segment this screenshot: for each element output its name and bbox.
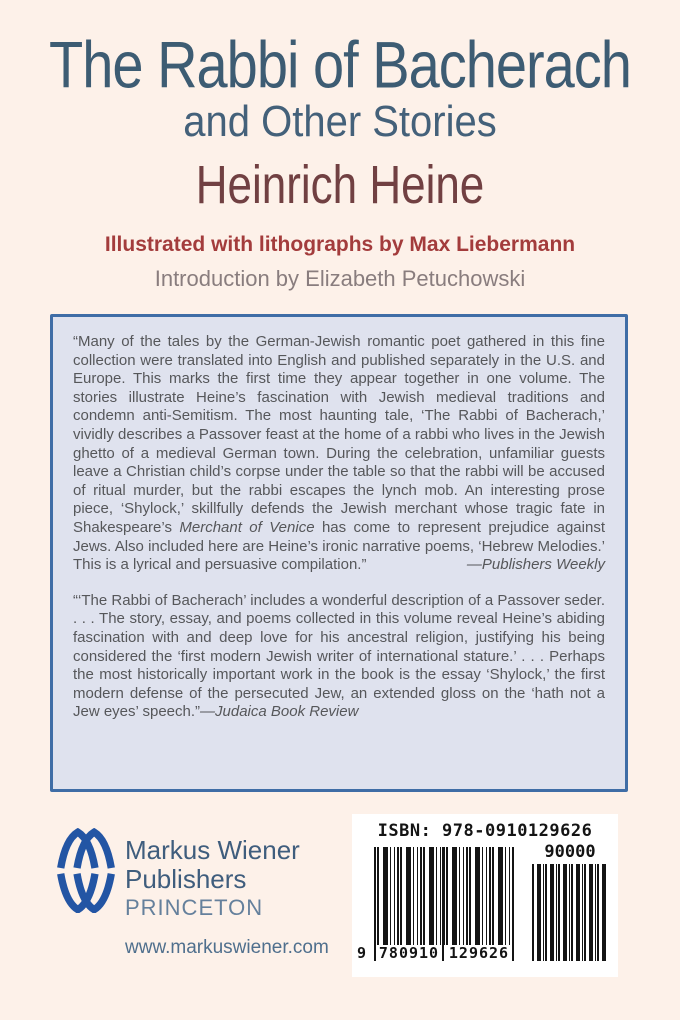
publisher-name-line2: Publishers xyxy=(125,864,247,894)
review-attribution: —Publishers Weekly xyxy=(466,556,605,574)
review-box xyxy=(50,314,628,792)
supplemental-barcode-icon xyxy=(532,864,608,961)
book-subtitle: and Other Stories xyxy=(183,98,497,146)
publisher-block xyxy=(55,828,329,959)
masthead xyxy=(0,0,680,292)
ean-digits-left: 780910 xyxy=(378,944,440,962)
ean13-barcode-icon xyxy=(374,847,514,945)
isbn-label: ISBN: 978-0910129626 xyxy=(377,821,593,841)
ean-digits-right: 129626 xyxy=(448,944,510,962)
review-quote-publishers-weekly xyxy=(73,333,605,575)
illustration-credit: Illustrated with lithographs by Max Liebermann xyxy=(104,233,576,256)
book-title: The Rabbi of Bacherach xyxy=(49,27,631,102)
quote-text: has come to represent prejudice against Jews. Also included here are Heine’s ironic narrative poems, ‘Hebrew Melodies.’ This is a lyrical and persuasive compilation.” xyxy=(73,518,605,574)
barcode-guard-bar xyxy=(374,847,376,961)
barcode-guard-bar xyxy=(512,847,514,961)
publisher-text xyxy=(125,828,329,959)
review-attribution: —Judaica Book Review xyxy=(200,703,359,721)
publisher-name-line1: Markus Wiener xyxy=(125,835,300,865)
barcode-block xyxy=(352,814,618,977)
publisher-website: www.markuswiener.com xyxy=(125,937,329,958)
price-code: 90000 xyxy=(544,842,596,862)
author-name: Heinrich Heine xyxy=(195,155,485,216)
review-quote-judaica-book-review xyxy=(73,592,605,722)
cited-work-title: Merchant of Venice xyxy=(179,518,315,536)
ean-digit-lead: 9 xyxy=(357,944,368,962)
introduction-credit: Introduction by Elizabeth Petuchowski xyxy=(154,266,526,291)
quote-text: “‘The Rabbi of Bacherach’ includes a wonderful description of a Passover seder. . . . The story, essay, and poems collected in this volume reveal Heine’s abiding fascination with and deep love for his ancestral religion, justifying his being considered the ‘first modern Jewish writer of international stature.’ . . . Perhaps the most historically important work in the book is the essay ‘Shylock,’ the first modern defense of the persecuted Jew, an extended gloss on the ‘hath not a Jew eyes’ speech.” xyxy=(73,591,605,721)
publisher-city: PRINCETON xyxy=(125,895,264,920)
quote-text: “Many of the tales by the German-Jewish romantic poet gathered in this fine collection were translated into English and published separately in the U.S. and Europe. This marks the first time they appear together in one volume. The stories illustrate Heine’s fascination with Jewish medieval traditions and condemn anti-Semitism. The most haunting tale, ‘The Rabbi of Bacherach,’ vividly describes a Passover feast at the home of a rabbi who lives in the Jewish ghetto of a medieval German town. During the celebration, unfamiliar guests leave a Christian child’s corpse under the table so that the rabbi will be accused of ritual murder, but the rabbi escapes the lynch mob. An interesting prose piece, ‘Shylock,’ skillfully defends the Jewish merchant whose tragic fate in Shakespeare’s xyxy=(73,333,605,536)
barcode-guard-bar xyxy=(442,847,444,961)
markus-wiener-mw-logo-icon xyxy=(55,828,117,913)
